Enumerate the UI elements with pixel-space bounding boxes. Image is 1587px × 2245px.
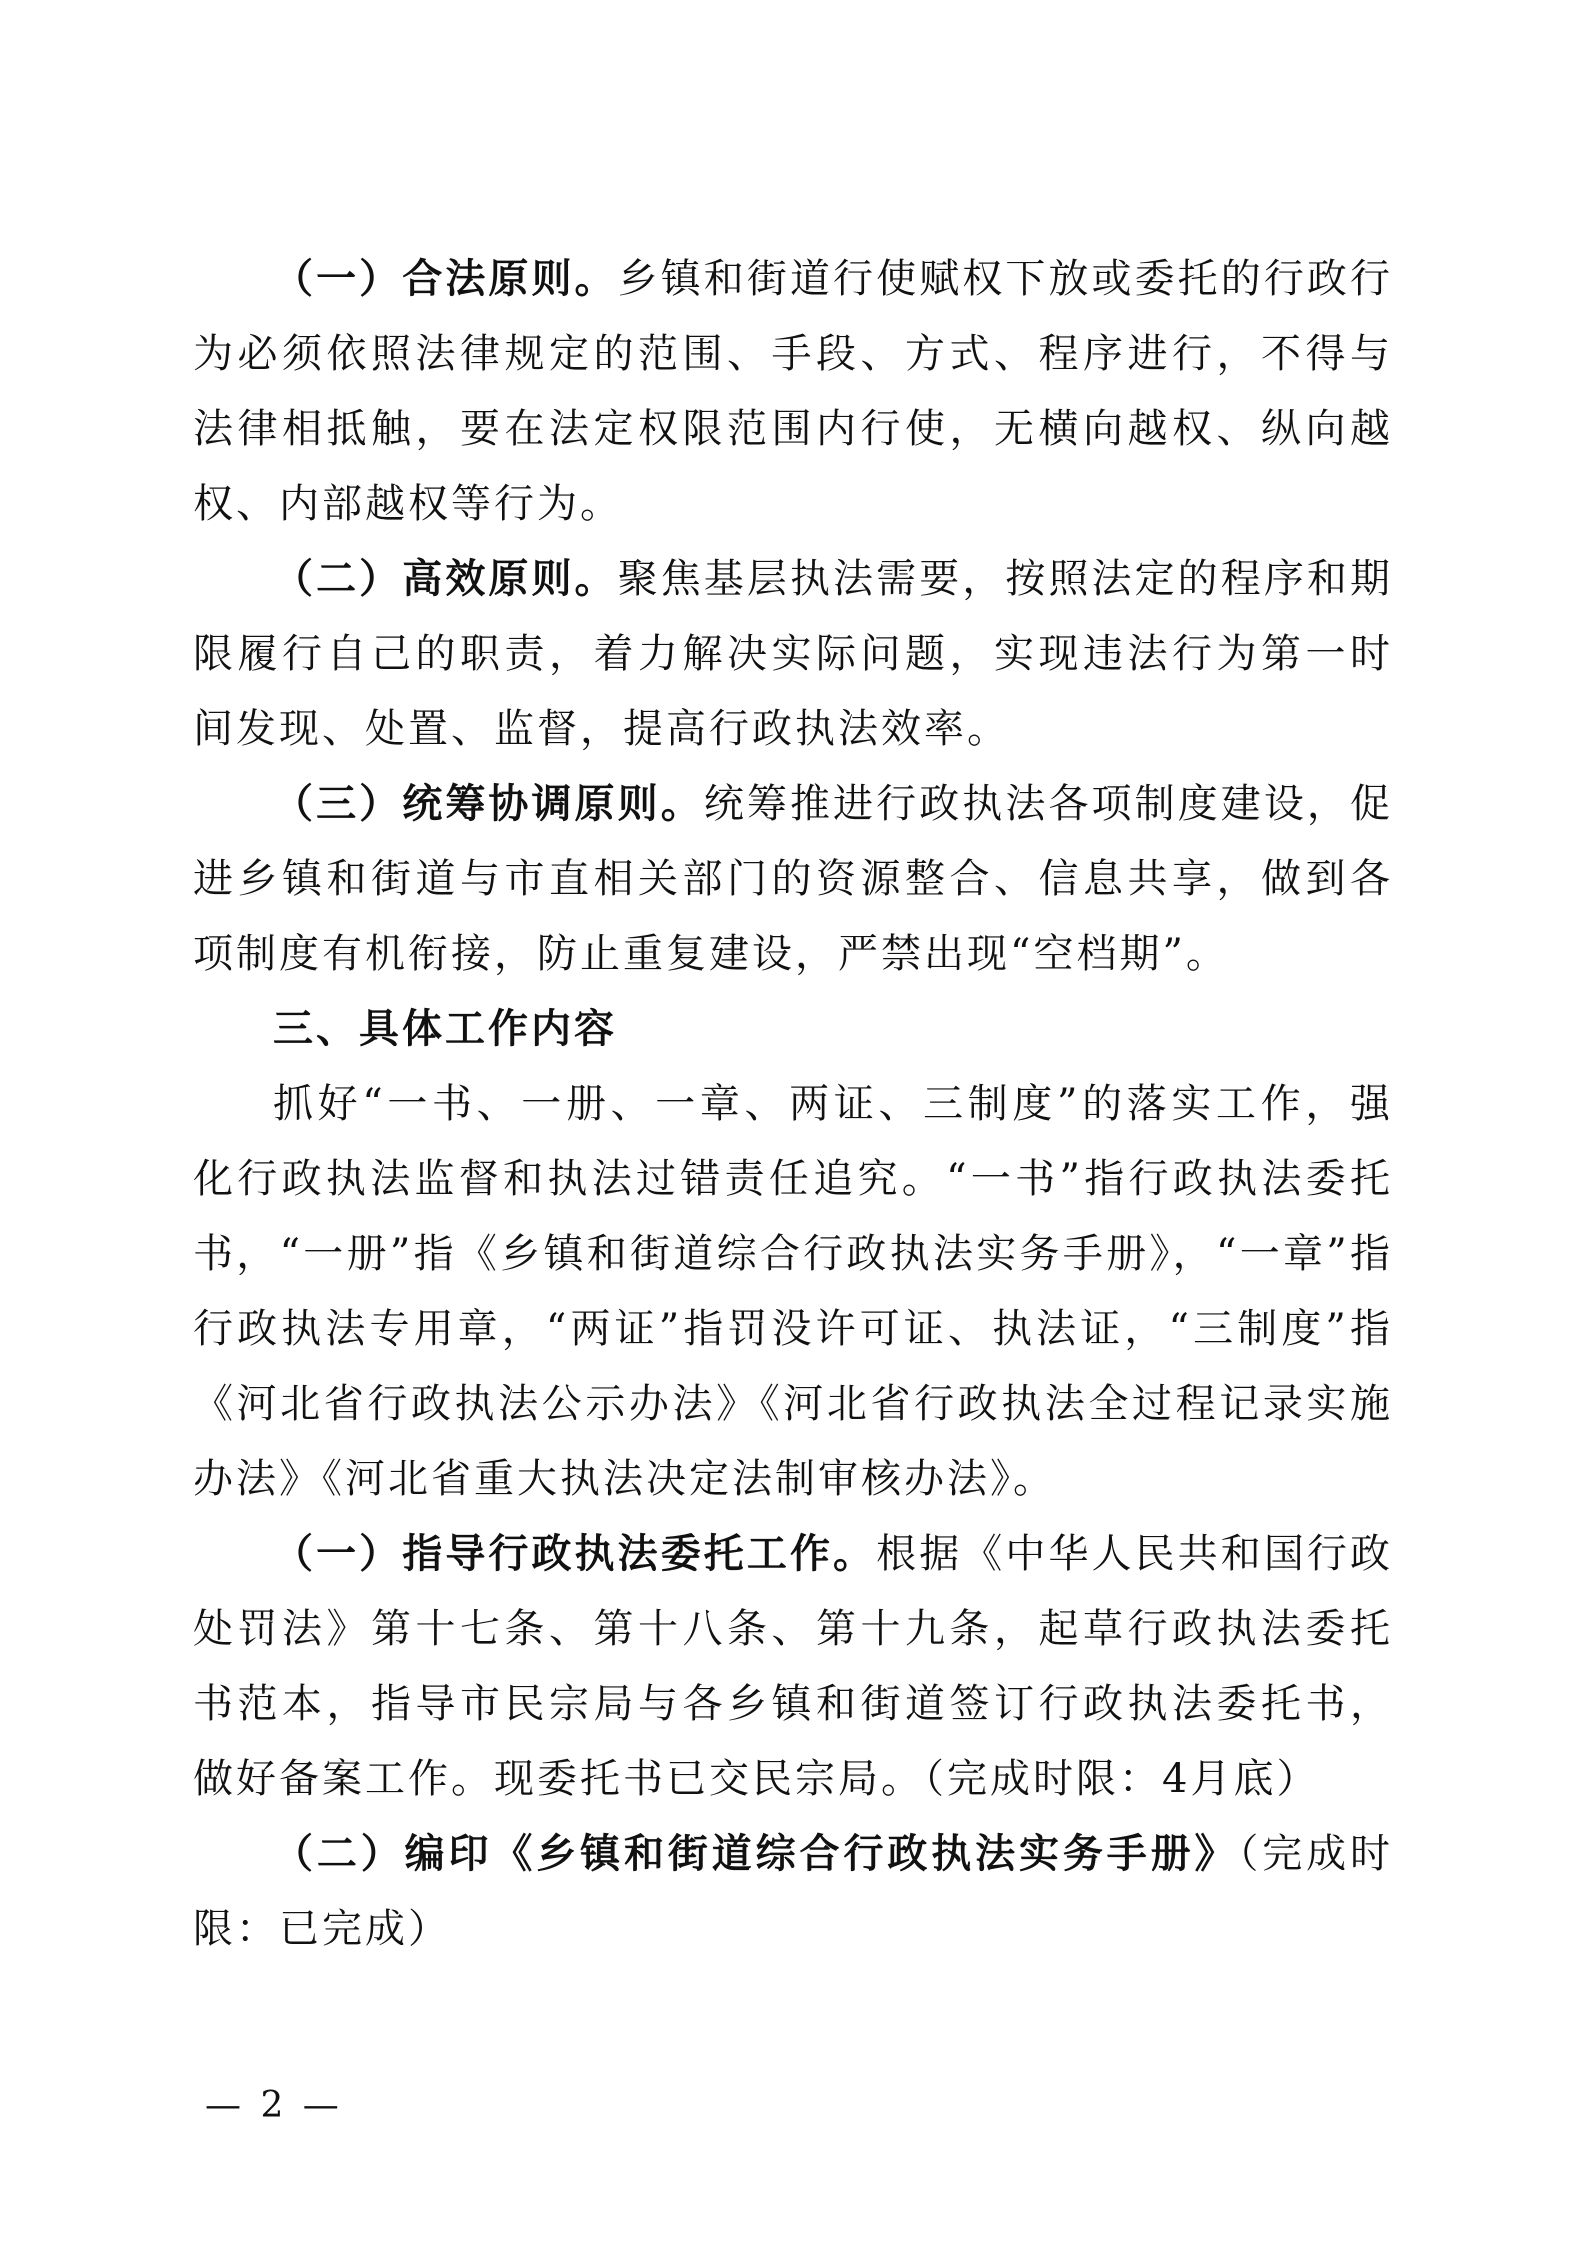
principle-lead-legal: （一）合法原则。	[273, 256, 618, 302]
principle-paragraph-legal	[193, 242, 1393, 542]
principle-text-efficiency: 聚焦基层执法需要，按照法定的程序和期限履行自己的职责，着力解决实际问题，实现违法行为第一时间发现、处置、监督，提高行政执法效率。	[193, 556, 1394, 752]
task-paragraph-delegation	[193, 1517, 1393, 1817]
page-number: — 2 —	[205, 2085, 343, 2126]
task-lead-delegation: （一）指导行政执法委托工作。	[273, 1531, 877, 1577]
section-heading: 三、具体工作内容	[273, 1006, 617, 1052]
principle-lead-efficiency: （二）高效原则。	[273, 556, 618, 602]
document-body	[193, 242, 1393, 1967]
principle-text-coordination: 统筹推进行政执法各项制度建设，促进乡镇和街道与市直相关部门的资源整合、信息共享，做到各项制度有机衔接，防止重复建设，严禁出现“空档期”。	[193, 781, 1394, 977]
principle-text-legal: 乡镇和街道行使赋权下放或委托的行政行为必须依照法律规定的范围、手段、方式、程序进行，不得与法律相抵触，要在法定权限范围内行使，无横向越权、纵向越权、内部越权等行为。	[193, 256, 1394, 527]
task-text-delegation: 根据《中华人民共和国行政处罚法》第十七条、第十八条、第十九条，起草行政执法委托书范本，指导市民宗局与各乡镇和街道签订行政执法委托书，做好备案工作。现委托书已交民宗局。（完成时限：4月底）	[193, 1531, 1394, 1802]
principle-paragraph-efficiency	[193, 542, 1393, 767]
task-lead-handbook: （二）编印《乡镇和街道综合行政执法实务手册》	[273, 1831, 1239, 1877]
task-text-handbook: （完成时限：已完成）	[193, 1831, 1393, 1952]
principle-paragraph-coordination	[193, 767, 1393, 992]
principle-lead-coordination: （三）统筹协调原则。	[273, 781, 704, 827]
task-paragraph-handbook	[193, 1817, 1393, 1967]
intro-paragraph: 抓好“一书、一册、一章、两证、三制度”的落实工作，强化行政执法监督和执法过错责任追究。“一书”指行政执法委托书，“一册”指《乡镇和街道综合行政执法实务手册》，“一章”指行政执法专用章，“两证”指罚没许可证、执法证，“三制度”指《河北省行政执法公示办法》《河北省行政执法全过程记录实施办法》《河北省重大执法决定法制审核办法》。	[193, 1081, 1393, 1502]
